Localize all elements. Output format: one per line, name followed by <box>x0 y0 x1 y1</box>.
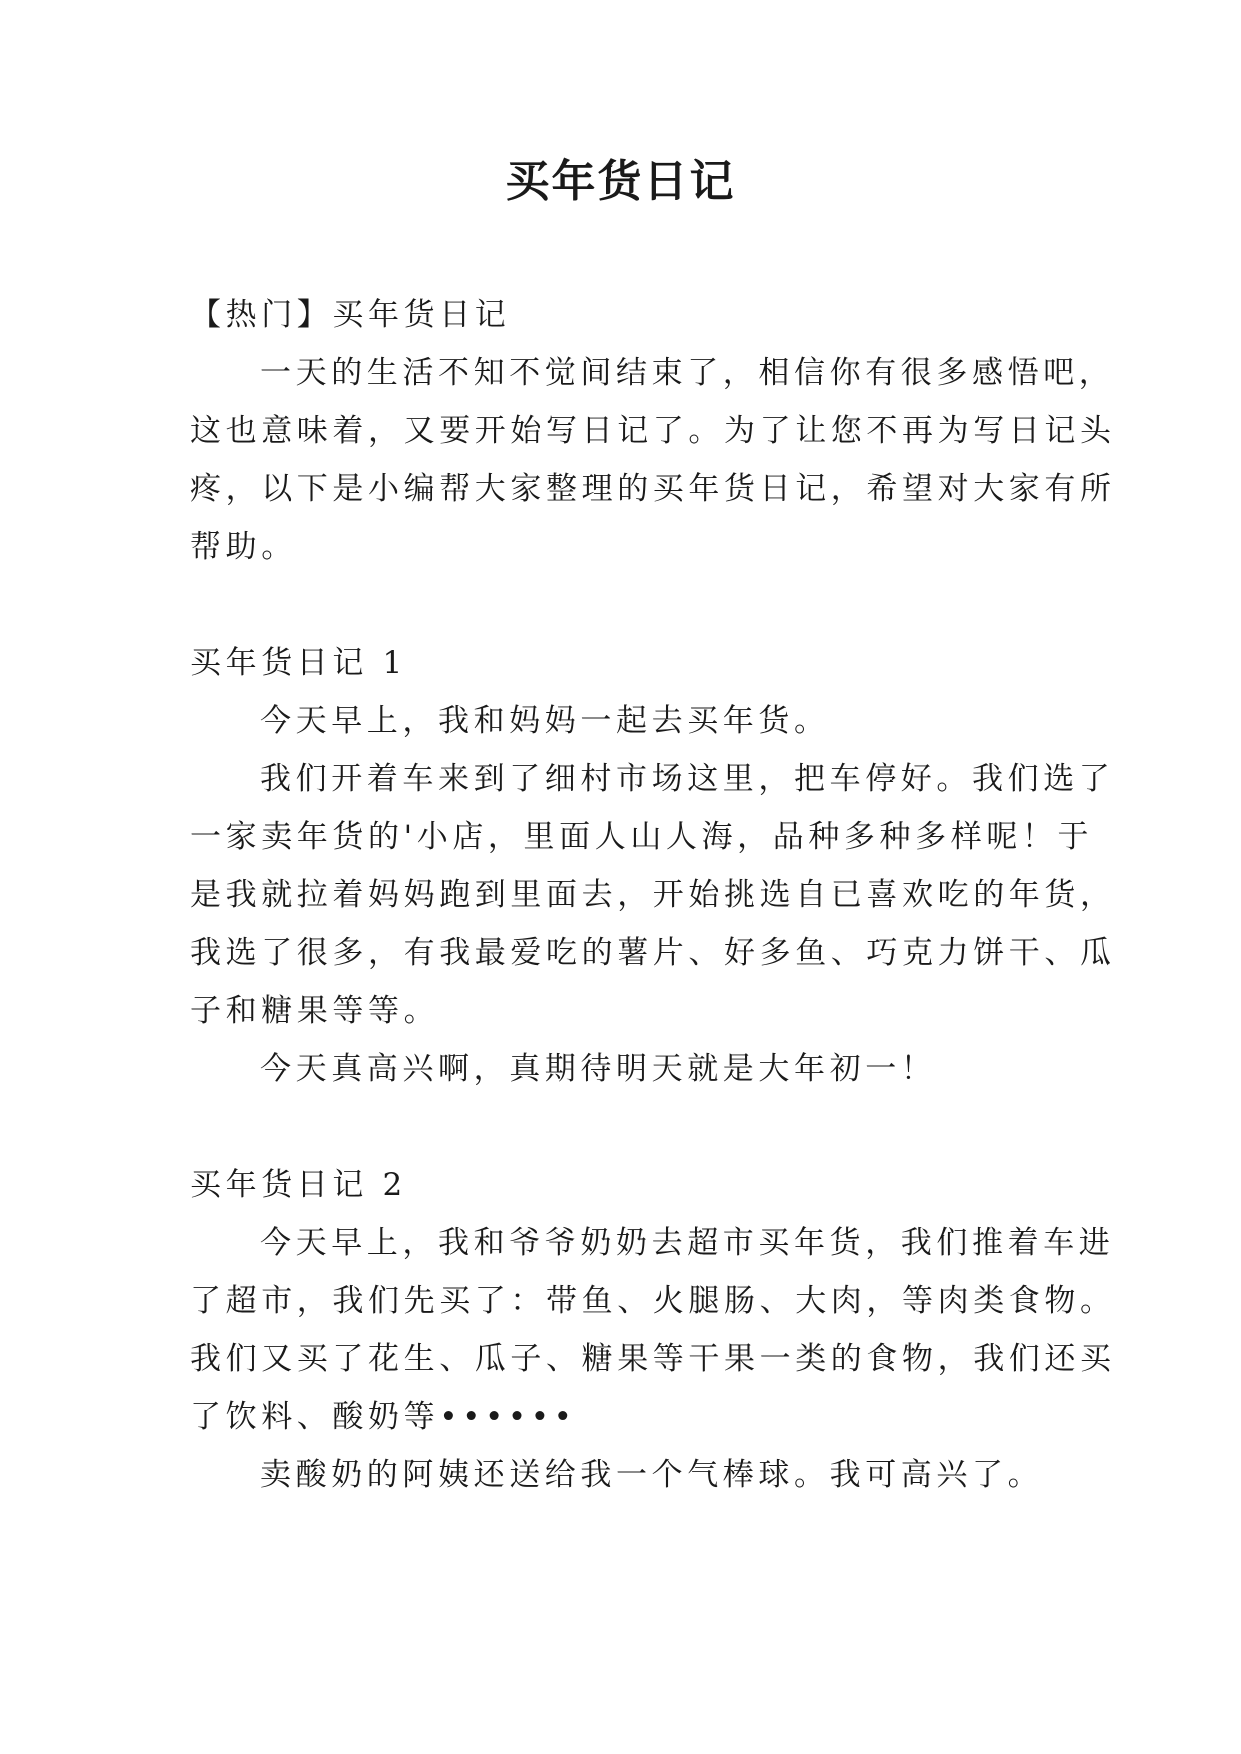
paragraph-line: 今天真高兴啊，真期待明天就是大年初一！ <box>260 1051 937 1087</box>
intro-heading: 【热门】买年货日记 <box>190 297 511 333</box>
diary-2-paragraph-1 <box>190 1214 1116 1446</box>
paragraph-line: 了饮料、酸奶等•••••• <box>190 1399 577 1435</box>
paragraph-line: 一天的生活不知不觉间结束了，相信你有很多感悟吧， <box>260 355 1115 391</box>
paragraph-line: 今天早上，我和爷爷奶奶去超市买年货，我们推着车进 <box>260 1225 1115 1261</box>
paragraph-line: 是我就拉着妈妈跑到里面去，开始挑选自已喜欢吃的年货， <box>190 877 1116 913</box>
document-title: 买年货日记 <box>505 156 736 207</box>
diary-2-heading: 买年货日记 2 <box>190 1167 407 1203</box>
paragraph-line: 卖酸奶的阿姨还送给我一个气棒球。我可高兴了。 <box>260 1457 1044 1493</box>
document-body <box>190 286 1116 1504</box>
diary-1-heading: 买年货日记 1 <box>190 645 407 681</box>
paragraph-line: 疼，以下是小编帮大家整理的买年货日记，希望对大家有所 <box>190 471 1116 507</box>
paragraph-line: 帮助。 <box>190 529 297 565</box>
paragraph-line: 我们开着车来到了细村市场这里，把车停好。我们选了 <box>260 761 1115 797</box>
paragraph-line: 一家卖年货的'小店，里面人山人海，品种多种多样呢！于 <box>190 819 1094 855</box>
diary-2-paragraph-2 <box>190 1446 1050 1504</box>
paragraph-line: 这也意味着，又要开始写日记了。为了让您不再为写日记头 <box>190 413 1116 449</box>
diary-1-paragraph-1 <box>190 692 1050 750</box>
paragraph-line: 子和糖果等等。 <box>190 993 440 1029</box>
paragraph-line: 了超市，我们先买了：带鱼、火腿肠、大肉，等肉类食物。 <box>190 1283 1116 1319</box>
diary-1-paragraph-3 <box>190 1040 1050 1098</box>
paragraph-line: 今天早上，我和妈妈一起去买年货。 <box>260 703 830 739</box>
paragraph-line: 我选了很多，有我最爱吃的薯片、好多鱼、巧克力饼干、瓜 <box>190 935 1116 971</box>
diary-1-paragraph-2 <box>190 750 1116 1040</box>
section-gap <box>190 1098 1050 1156</box>
intro-paragraph <box>190 344 1116 576</box>
section-gap <box>190 576 1050 634</box>
paragraph-line: 我们又买了花生、瓜子、糖果等干果一类的食物，我们还买 <box>190 1341 1116 1377</box>
